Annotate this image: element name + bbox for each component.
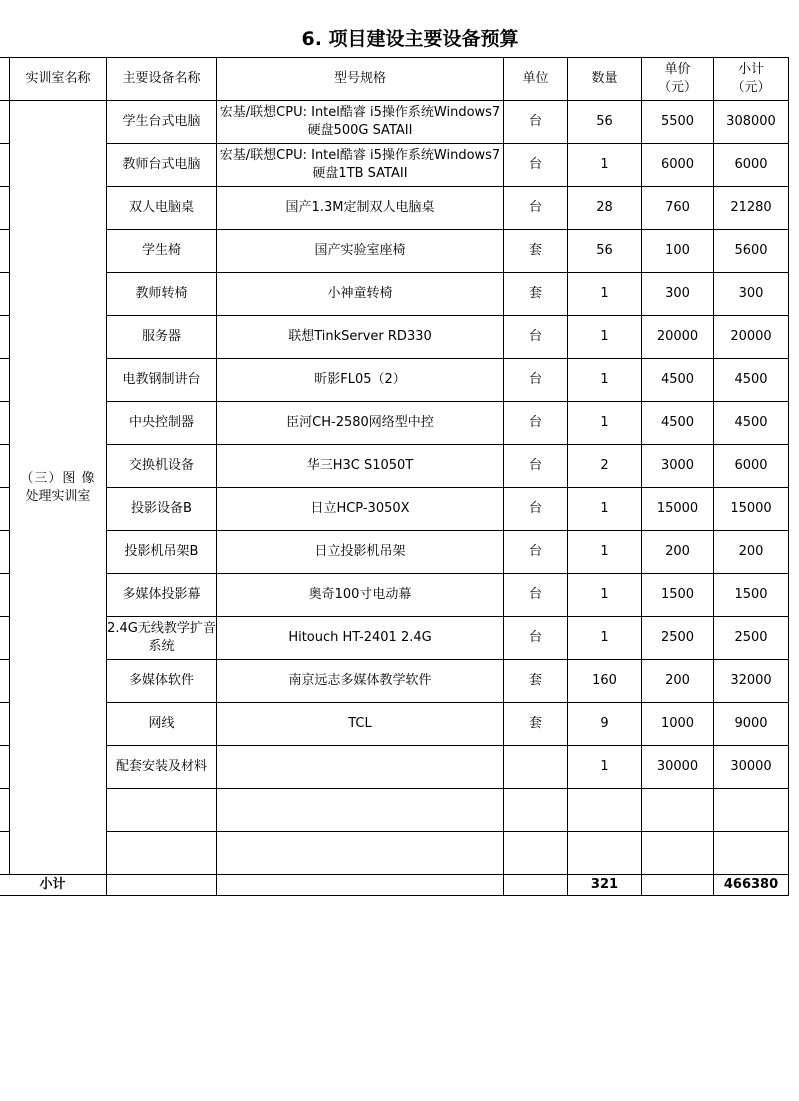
qty: 2 — [568, 445, 642, 488]
unit: 套 — [504, 273, 568, 316]
blank-cell — [0, 746, 10, 789]
unit: 台 — [504, 187, 568, 230]
table-row — [0, 746, 789, 789]
unit-price: 5500 — [642, 101, 714, 144]
subtotal: 30000 — [714, 746, 789, 789]
header-unit-price-line1: 单价 — [664, 62, 691, 77]
qty: 1 — [568, 144, 642, 187]
table-row — [0, 832, 789, 875]
spec: 国产实验室座椅 — [217, 230, 504, 273]
unit-price: 4500 — [642, 359, 714, 402]
spec: 华三H3C S1050T — [217, 445, 504, 488]
unit-price: 4500 — [642, 402, 714, 445]
qty: 1 — [568, 273, 642, 316]
spec: 昕影FL05（2） — [217, 359, 504, 402]
device-name: 学生台式电脑 — [107, 101, 217, 144]
unit-price: 200 — [642, 531, 714, 574]
qty: 1 — [568, 359, 642, 402]
subtotal: 200 — [714, 531, 789, 574]
spec: 宏基/联想CPU: Intel酷睿 i5操作系统Windows7硬盘1TB SATAII — [217, 144, 504, 187]
header-lab-name: 实训室名称 — [10, 58, 107, 101]
total-empty-cell — [217, 875, 504, 896]
spec: 小神童转椅 — [217, 273, 504, 316]
device-name: 学生椅 — [107, 230, 217, 273]
unit: 台 — [504, 531, 568, 574]
subtotal: 9000 — [714, 703, 789, 746]
device-name: 配套安装及材料 — [107, 746, 217, 789]
lab-name-line2: 处理实训室 — [25, 488, 91, 504]
unit: 套 — [504, 703, 568, 746]
blank-cell — [0, 187, 10, 230]
unit — [504, 832, 568, 875]
blank-cell — [0, 402, 10, 445]
table-row — [0, 187, 789, 230]
unit: 套 — [504, 230, 568, 273]
unit-price: 1500 — [642, 574, 714, 617]
table-row — [0, 101, 789, 144]
device-name: 网线 — [107, 703, 217, 746]
blank-cell — [0, 660, 10, 703]
blank-cell — [0, 617, 10, 660]
unit-price: 760 — [642, 187, 714, 230]
subtotal: 4500 — [714, 359, 789, 402]
blank-cell — [0, 832, 10, 875]
device-name: 2.4G无线教学扩音系统 — [107, 617, 217, 660]
unit: 台 — [504, 101, 568, 144]
spec — [217, 746, 504, 789]
header-unit-price-line2: （元） — [657, 80, 697, 95]
subtotal: 1500 — [714, 574, 789, 617]
subtotal: 308000 — [714, 101, 789, 144]
table-row — [0, 144, 789, 187]
blank-cell — [0, 789, 10, 832]
qty: 1 — [568, 488, 642, 531]
unit-price: 20000 — [642, 316, 714, 359]
total-empty-cell — [504, 875, 568, 896]
unit-price: 6000 — [642, 144, 714, 187]
total-row — [0, 875, 789, 896]
device-name — [107, 832, 217, 875]
subtotal: 4500 — [714, 402, 789, 445]
qty: 9 — [568, 703, 642, 746]
qty: 1 — [568, 574, 642, 617]
unit-price: 300 — [642, 273, 714, 316]
unit-price: 1000 — [642, 703, 714, 746]
header-subtotal-line2: （元） — [731, 80, 771, 95]
header-device-name: 主要设备名称 — [107, 58, 217, 101]
subtotal: 5600 — [714, 230, 789, 273]
table-row — [0, 789, 789, 832]
unit-price: 30000 — [642, 746, 714, 789]
spec — [217, 789, 504, 832]
total-qty: 321 — [568, 875, 642, 896]
spec: 宏基/联想CPU: Intel酷睿 i5操作系统Windows7硬盘500G SATAII — [217, 101, 504, 144]
table-row — [0, 574, 789, 617]
unit-price: 15000 — [642, 488, 714, 531]
header-unit: 单位 — [504, 58, 568, 101]
blank-cell — [0, 703, 10, 746]
table-row — [0, 230, 789, 273]
header-unit-price — [642, 58, 714, 101]
total-empty-cell — [107, 875, 217, 896]
header-spec: 型号规格 — [217, 58, 504, 101]
subtotal — [714, 789, 789, 832]
page-title: 6. 项目建设主要设备预算 — [301, 28, 519, 50]
device-name: 教师转椅 — [107, 273, 217, 316]
subtotal: 15000 — [714, 488, 789, 531]
subtotal: 300 — [714, 273, 789, 316]
unit — [504, 746, 568, 789]
qty — [568, 832, 642, 875]
unit-price: 3000 — [642, 445, 714, 488]
header-qty: 数量 — [568, 58, 642, 101]
unit: 台 — [504, 144, 568, 187]
unit: 台 — [504, 402, 568, 445]
qty: 1 — [568, 316, 642, 359]
table-row — [0, 273, 789, 316]
spec: 联想TinkServer RD330 — [217, 316, 504, 359]
unit-price — [642, 789, 714, 832]
table-row — [0, 660, 789, 703]
device-name: 教师台式电脑 — [107, 144, 217, 187]
device-name: 交换机设备 — [107, 445, 217, 488]
total-subtotal: 466380 — [714, 875, 789, 896]
spec: 日立投影机吊架 — [217, 531, 504, 574]
qty: 160 — [568, 660, 642, 703]
subtotal — [714, 832, 789, 875]
blank-cell — [0, 144, 10, 187]
device-name: 服务器 — [107, 316, 217, 359]
qty: 28 — [568, 187, 642, 230]
budget-table — [0, 57, 789, 896]
unit: 台 — [504, 359, 568, 402]
header-row — [0, 58, 789, 101]
blank-cell — [0, 359, 10, 402]
unit: 台 — [504, 574, 568, 617]
subtotal: 6000 — [714, 144, 789, 187]
unit-price: 200 — [642, 660, 714, 703]
qty: 56 — [568, 101, 642, 144]
table-row — [0, 488, 789, 531]
qty: 1 — [568, 617, 642, 660]
subtotal: 2500 — [714, 617, 789, 660]
spec: 国产1.3M定制双人电脑桌 — [217, 187, 504, 230]
blank-cell — [0, 445, 10, 488]
lab-name-cell — [10, 101, 107, 875]
qty: 1 — [568, 402, 642, 445]
device-name: 投影机吊架B — [107, 531, 217, 574]
qty: 1 — [568, 746, 642, 789]
table-row — [0, 445, 789, 488]
device-name — [107, 789, 217, 832]
device-name: 电教钢制讲台 — [107, 359, 217, 402]
header-subtotal-line1: 小计 — [737, 62, 764, 77]
total-label: 小计 — [0, 875, 107, 896]
spec — [217, 832, 504, 875]
blank-cell — [0, 230, 10, 273]
subtotal: 32000 — [714, 660, 789, 703]
device-name: 多媒体投影幕 — [107, 574, 217, 617]
unit: 台 — [504, 445, 568, 488]
unit-price: 100 — [642, 230, 714, 273]
spec: 日立HCP-3050X — [217, 488, 504, 531]
device-name: 投影设备B — [107, 488, 217, 531]
unit: 套 — [504, 660, 568, 703]
lab-name-line1: （三）图 像 — [20, 470, 96, 486]
spec: Hitouch HT-2401 2.4G — [217, 617, 504, 660]
device-name: 双人电脑桌 — [107, 187, 217, 230]
table-row — [0, 531, 789, 574]
table-row — [0, 359, 789, 402]
unit-price — [642, 832, 714, 875]
blank-cell — [0, 101, 10, 144]
table-row — [0, 617, 789, 660]
spec: 南京远志多媒体教学软件 — [217, 660, 504, 703]
blank-cell — [0, 273, 10, 316]
header-subtotal — [714, 58, 789, 101]
subtotal: 20000 — [714, 316, 789, 359]
subtotal: 6000 — [714, 445, 789, 488]
blank-cell — [0, 574, 10, 617]
table-row — [0, 316, 789, 359]
unit — [504, 789, 568, 832]
unit: 台 — [504, 617, 568, 660]
blank-cell — [0, 488, 10, 531]
device-name: 中央控制器 — [107, 402, 217, 445]
subtotal: 21280 — [714, 187, 789, 230]
spec: TCL — [217, 703, 504, 746]
spec: 奥奇100寸电动幕 — [217, 574, 504, 617]
blank-cell — [0, 58, 10, 101]
blank-cell — [0, 531, 10, 574]
qty: 1 — [568, 531, 642, 574]
qty — [568, 789, 642, 832]
table-row — [0, 703, 789, 746]
blank-cell — [0, 316, 10, 359]
qty: 56 — [568, 230, 642, 273]
device-name: 多媒体软件 — [107, 660, 217, 703]
total-empty-cell — [642, 875, 714, 896]
table-row — [0, 402, 789, 445]
unit: 台 — [504, 488, 568, 531]
unit-price: 2500 — [642, 617, 714, 660]
spec: 臣河CH-2580网络型中控 — [217, 402, 504, 445]
unit: 台 — [504, 316, 568, 359]
